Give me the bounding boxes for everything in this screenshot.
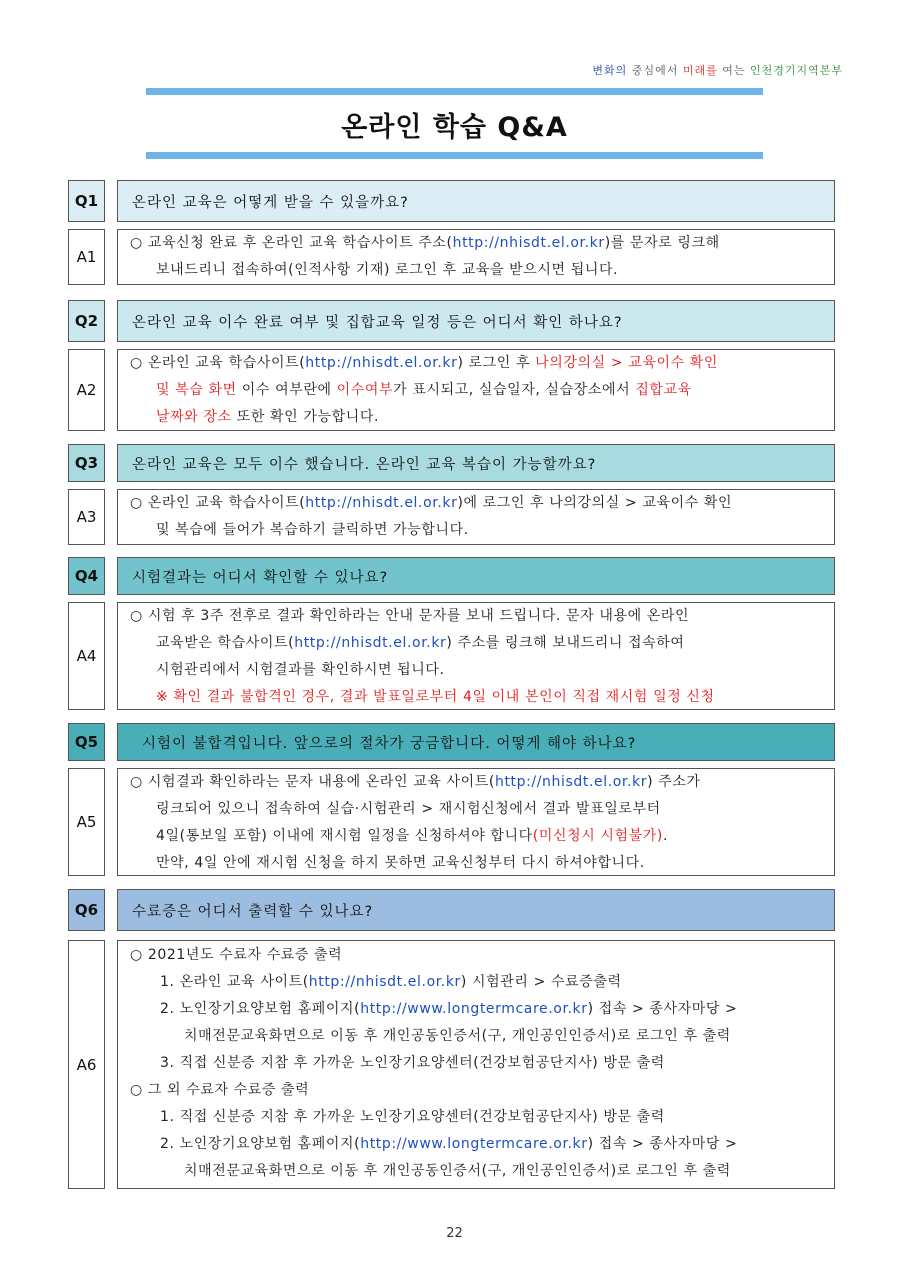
title-bottom-bar — [146, 152, 763, 159]
site-link[interactable]: http://www.longtermcare.or.kr — [360, 1136, 588, 1152]
answer-text — [117, 602, 835, 710]
site-link[interactable]: http://nhisdt.el.or.kr — [294, 635, 447, 651]
page-number: 22 — [446, 1226, 463, 1241]
answer-line: 4일(통보일 포함) 이내에 재시험 일정을 신청하셔야 합니다(미신청시 시험불가). — [156, 828, 669, 844]
answer-text — [117, 229, 835, 285]
question-text: 시험결과는 어디서 확인할 수 있나요? — [117, 557, 835, 595]
slogan-word: 여는 — [722, 64, 746, 77]
answer-label: A4 — [68, 602, 105, 710]
question-label: Q6 — [68, 889, 105, 931]
answer-line: ○ 교육신청 완료 후 온라인 교육 학습사이트 주소(http://nhisdt.el.or.kr)를 문자로 링크해 — [130, 235, 720, 251]
question-text: 시험이 불합격입니다. 앞으로의 절차가 궁금합니다. 어떻게 해야 하나요? — [117, 723, 835, 761]
question-label: Q2 — [68, 300, 105, 342]
slogan-word: 인천경기지역본부 — [749, 64, 843, 77]
header-slogan — [592, 62, 843, 78]
answer-line: 및 복습에 들어가 복습하기 클릭하면 가능합니다. — [156, 522, 469, 538]
answer-line: ○ 그 외 수료자 수료증 출력 — [130, 1082, 310, 1098]
title-top-bar — [146, 88, 763, 95]
answer-line: ○ 2021년도 수료자 수료증 출력 — [130, 947, 343, 963]
answer-line: 및 복습 화면 이수 여부란에 이수여부가 표시되고, 실습일자, 실습장소에서 집합교육 — [156, 382, 692, 398]
answer-line: ○ 온라인 교육 학습사이트(http://nhisdt.el.or.kr)에 로그인 후 나의강의실 > 교육이수 확인 — [130, 495, 733, 511]
answer-line: 날짜와 장소 또한 확인 가능합니다. — [156, 409, 379, 425]
answer-line: 교육받은 학습사이트(http://nhisdt.el.or.kr) 주소를 링크해 보내드리니 접속하여 — [156, 635, 685, 651]
page-title: 온라인 학습 Q&A — [341, 112, 568, 143]
answer-line: 1. 온라인 교육 사이트(http://nhisdt.el.or.kr) 시험관리 > 수료증출력 — [160, 974, 622, 990]
answer-line: 시험관리에서 시험결과를 확인하시면 됩니다. — [156, 662, 445, 678]
question-label: Q4 — [68, 557, 105, 595]
answer-text — [117, 768, 835, 876]
slogan-word: 중심에서 — [631, 64, 679, 77]
question-label: Q3 — [68, 444, 105, 482]
question-text: 수료증은 어디서 출력할 수 있나요? — [117, 889, 835, 931]
answer-line: 만약, 4일 안에 재시험 신청을 하지 못하면 교육신청부터 다시 하셔야합니다. — [156, 855, 645, 871]
answer-label: A3 — [68, 489, 105, 545]
question-text: 온라인 교육은 모두 이수 했습니다. 온라인 교육 복습이 가능할까요? — [117, 444, 835, 482]
answer-line: 2. 노인장기요양보험 홈페이지(http://www.longtermcare.or.kr) 접속 > 종사자마당 > — [160, 1136, 738, 1152]
slogan-word: 변화의 — [592, 64, 628, 77]
answer-label: A6 — [68, 940, 105, 1189]
answer-text — [117, 489, 835, 545]
question-label: Q5 — [68, 723, 105, 761]
answer-label: A2 — [68, 349, 105, 431]
site-link[interactable]: http://nhisdt.el.or.kr — [494, 774, 648, 790]
answer-line: 치매전문교육화면으로 이동 후 개인공동인증서(구, 개인공인인증서)로 로그인 후 출력 — [184, 1163, 731, 1179]
answer-label: A5 — [68, 768, 105, 876]
question-text: 온라인 교육은 어떻게 받을 수 있을까요? — [117, 180, 835, 222]
answer-notice: ※ 확인 결과 불합격인 경우, 결과 발표일로부터 4일 이내 본인이 직접 재시험 일정 신청 — [156, 689, 715, 705]
site-link[interactable]: http://nhisdt.el.or.kr — [305, 495, 458, 511]
slogan-word: 미래를 — [682, 64, 718, 77]
site-link[interactable]: http://nhisdt.el.or.kr — [305, 355, 458, 371]
site-link[interactable]: http://nhisdt.el.or.kr — [308, 974, 461, 990]
answer-text — [117, 940, 835, 1189]
answer-text — [117, 349, 835, 431]
question-label: Q1 — [68, 180, 105, 222]
answer-line: 2. 노인장기요양보험 홈페이지(http://www.longtermcare.or.kr) 접속 > 종사자마당 > — [160, 1001, 738, 1017]
answer-line: ○ 시험결과 확인하라는 문자 내용에 온라인 교육 사이트(http://nhisdt.el.or.kr) 주소가 — [130, 774, 701, 790]
answer-line: 보내드리니 접속하여(인적사항 기재) 로그인 후 교육을 받으시면 됩니다. — [156, 262, 619, 278]
site-link[interactable]: http://nhisdt.el.or.kr — [452, 235, 605, 251]
answer-line: ○ 온라인 교육 학습사이트(http://nhisdt.el.or.kr) 로그인 후 나의강의실 > 교육이수 확인 — [130, 355, 719, 371]
answer-label: A1 — [68, 229, 105, 285]
answer-line: 치매전문교육화면으로 이동 후 개인공동인증서(구, 개인공인인증서)로 로그인 후 출력 — [184, 1028, 731, 1044]
answer-line: ○ 시험 후 3주 전후로 결과 확인하라는 안내 문자를 보내 드립니다. 문자 내용에 온라인 — [130, 608, 690, 624]
answer-line: 1. 직접 신분증 지참 후 가까운 노인장기요양센터(건강보험공단지사) 방문 출력 — [160, 1109, 665, 1125]
site-link[interactable]: http://www.longtermcare.or.kr — [360, 1001, 588, 1017]
answer-line: 링크되어 있으니 접속하여 실습·시험관리 > 재시험신청에서 결과 발표일로부터 — [156, 801, 661, 817]
answer-line: 3. 직접 신분증 지참 후 가까운 노인장기요양센터(건강보험공단지사) 방문 출력 — [160, 1055, 665, 1071]
question-text: 온라인 교육 이수 완료 여부 및 집합교육 일정 등은 어디서 확인 하나요? — [117, 300, 835, 342]
